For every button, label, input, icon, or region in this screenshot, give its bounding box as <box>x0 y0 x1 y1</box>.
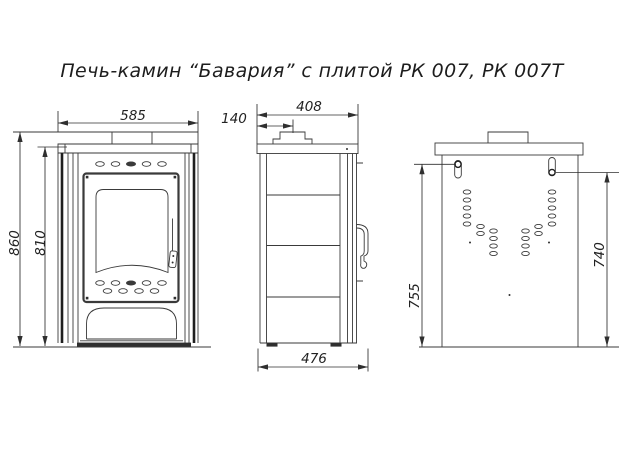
side-door-handle <box>357 225 369 269</box>
front-lower-vents <box>96 281 167 294</box>
side-top-plate <box>257 144 358 154</box>
dim-label-side-overall-depth: 476 <box>301 351 327 367</box>
top-slab <box>58 144 198 153</box>
back-center-dot <box>509 294 511 296</box>
body-pilasters <box>58 153 198 343</box>
mounting-slot-right <box>549 158 556 176</box>
dimension-back-right-height <box>556 173 619 347</box>
plinth-dark-strip <box>77 343 191 347</box>
side-body <box>260 154 363 347</box>
side-view <box>257 132 368 347</box>
door-glass <box>96 190 168 273</box>
dim-label-back-left-height: 755 <box>407 283 423 309</box>
plate-screw-dot <box>346 148 348 150</box>
back-panel <box>442 155 578 347</box>
back-top-plate <box>435 143 583 155</box>
dimension-back-left-height <box>414 164 456 346</box>
back-vents-left <box>463 190 497 256</box>
back-vents-right <box>522 190 556 256</box>
door-handle <box>169 219 178 268</box>
dim-label-front-body-height: 810 <box>33 230 49 256</box>
ash-pan-cover <box>87 308 177 339</box>
flue-stub-side <box>273 132 312 144</box>
flue-stub-back <box>488 132 528 143</box>
mounting-slot-left <box>455 161 462 179</box>
front-top-vents <box>96 162 167 167</box>
dimension-side-flue-offset <box>257 120 293 134</box>
dim-label-front-width: 585 <box>120 108 146 124</box>
dim-label-side-flue-offset: 140 <box>221 111 247 127</box>
cooking-plate <box>112 132 152 144</box>
dim-label-back-right-height: 740 <box>592 242 608 268</box>
drawing-title: Печь-камин “Бавария” с плитой РК 007, РК 007Т <box>60 60 564 82</box>
dim-label-side-top-depth: 408 <box>296 99 322 115</box>
dim-label-front-total-height: 860 <box>7 230 23 256</box>
